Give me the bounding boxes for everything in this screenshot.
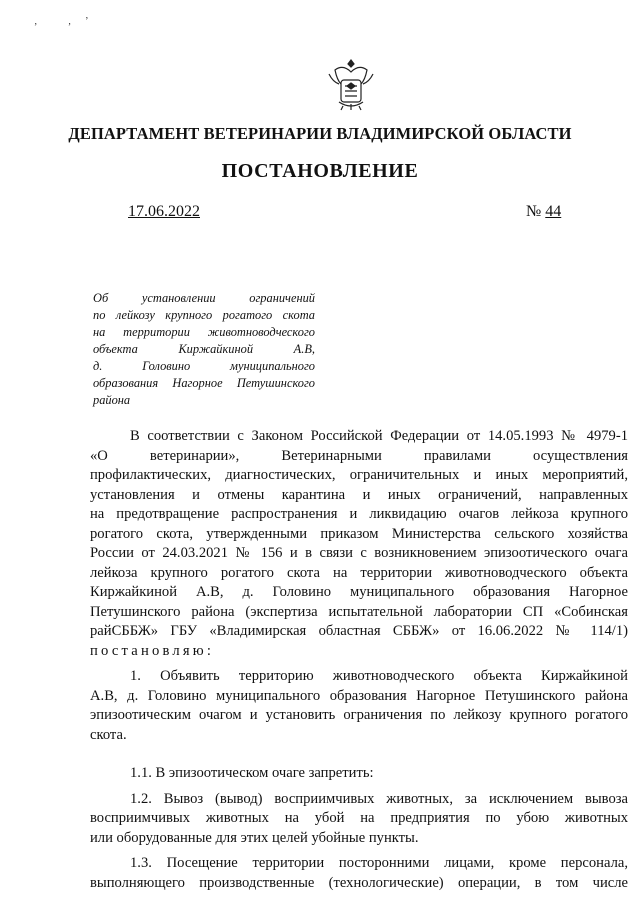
text-line: В соответствии с Законом Российской Федерации от 14.05.1993 № 4979-1 xyxy=(130,428,628,444)
corner-marks: ‚ ‚’ xyxy=(34,16,103,27)
resolution-word: постановляю: xyxy=(90,642,215,659)
item-1-3 xyxy=(90,854,628,893)
text-line: А.В, д. Головино муниципального образования Нагорное Петушинского района xyxy=(90,687,628,704)
text-line: восприимчивых животных на убой на предприятия по убою животных xyxy=(90,810,628,826)
text-line: 1.3. Посещение территории посторонними лицами, кроме персонала, xyxy=(130,855,628,871)
text-line: скота. xyxy=(90,726,127,743)
item-1-1 xyxy=(90,764,628,784)
text-line: рогатого скота, утвержденными приказом Министерства сельского хозяйства xyxy=(90,525,628,542)
number-sign: № xyxy=(526,203,542,220)
text-line: на предотвращение распространения и ликвидацию очагов лейкоза крупного xyxy=(90,506,628,522)
subject-line: по лейкозу крупного рогатого скота xyxy=(93,308,315,322)
text-line: профилактических, диагностических, ограничительных и иных мероприятий, xyxy=(90,467,628,483)
number-value: 44 xyxy=(545,203,562,220)
item-1 xyxy=(90,667,628,745)
subject-line: на территории животноводческого xyxy=(93,325,315,339)
text-line: лейкоза крупного рогатого скота на территории животноводческого объекта xyxy=(90,564,628,581)
subject-line: района xyxy=(93,393,131,407)
text-line: 1.2. Вывоз (вывод) восприимчивых животных, за исключением вывоза xyxy=(130,790,628,807)
text-line: «О ветеринарии», Ветеринарными правилами осуществления xyxy=(90,447,628,464)
text-line: Петушинского района (экспертиза испытательной лаборатории СП «Собинская xyxy=(90,603,628,620)
document-body xyxy=(90,427,628,893)
text-line: России от 24.03.2021 № 156 и в связи с возникновением эпизоотического очага xyxy=(90,545,628,561)
document-date: 17.06.2022 xyxy=(128,203,200,220)
subject-line: Об установлении ограничений xyxy=(93,291,315,305)
document-type: ПОСТАНОВЛЕНИЕ xyxy=(221,160,419,182)
subject-line: образования Нагорное Петушинского xyxy=(93,376,315,390)
subject-line: д. Головино муниципального xyxy=(93,359,315,373)
preamble-paragraph xyxy=(90,427,628,661)
text-line: райСББЖ» ГБУ «Владимирская областная СББЖ» от 16.06.2022 № 114/1) xyxy=(90,623,628,639)
text-line: 1. Объявить территорию животноводческого объекта Киржайкиной xyxy=(130,668,628,684)
subject-line: объекта Киржайкиной А.В, xyxy=(93,342,315,356)
text-line: эпизоотическим очагом и установить ограничения по лейкозу крупного рогатого xyxy=(90,707,628,723)
text-line: Киржайкиной А.В, д. Головино муниципального образования Нагорное xyxy=(90,584,628,600)
item-1-2 xyxy=(90,790,628,849)
department-title: ДЕПАРТАМЕНТ ВЕТЕРИНАРИИ ВЛАДИМИРСКОЙ ОБЛАСТИ xyxy=(68,124,572,143)
subject-block xyxy=(93,290,315,409)
document-number xyxy=(526,203,561,221)
text-line: установления и отмены карантина и иных ограничений, направленных xyxy=(90,486,628,503)
text-line: или оборудованные для этих целей убойные пункты. xyxy=(90,829,419,846)
text-line: 1.1. В эпизоотическом очаге запретить: xyxy=(130,765,374,781)
text-line: выполняющего производственные (технологические) операции, в том числе xyxy=(90,874,628,891)
coat-of-arms-icon xyxy=(325,56,377,112)
